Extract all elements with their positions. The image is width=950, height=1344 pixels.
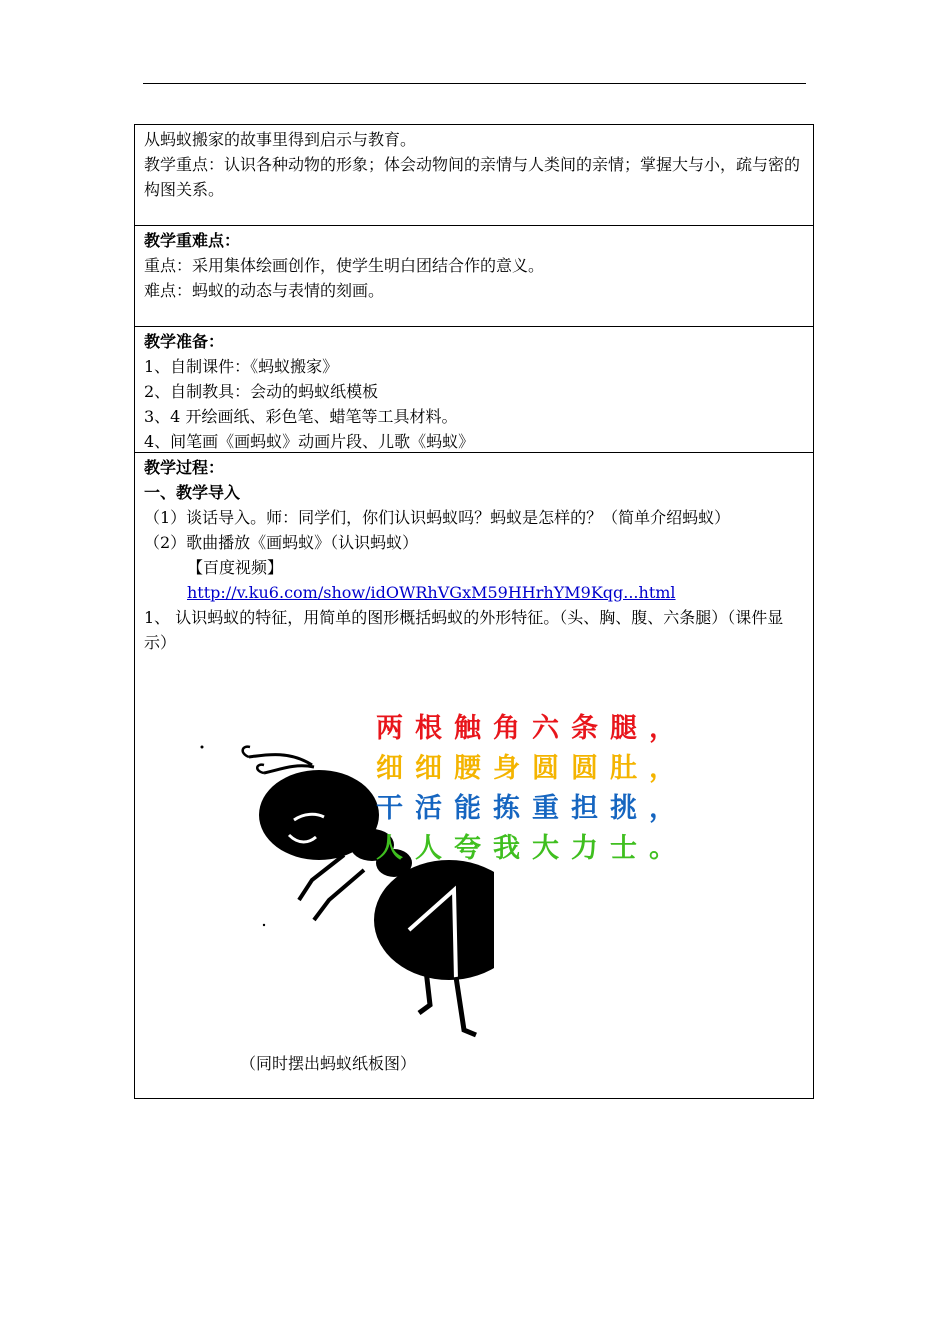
section-heading: 一、教学导入 xyxy=(144,483,241,502)
preparation-item: 3、4 开绘画纸、彩色笔、蜡笔等工具材料。 xyxy=(144,407,458,426)
process-point: 1、 认识蚂蚁的特征，用简单的图形概括蚂蚁的外形特征。（头、胸、腹、六条腿）（课件显示） xyxy=(144,608,784,652)
poem-line: 人人夸我大力士。 xyxy=(376,833,688,864)
lesson-plan-table xyxy=(134,124,814,1099)
process-step: （2）歌曲播放《画蚂蚁》（认识蚂蚁） xyxy=(144,533,419,552)
objectives-line-1: 从蚂蚁搬家的故事里得到启示与教育。 xyxy=(144,130,417,149)
key-points-heading: 教学重难点： xyxy=(144,231,241,250)
poem-line: 干活能拣重担挑， xyxy=(376,793,688,824)
header-rule xyxy=(143,83,806,84)
key-points-cell xyxy=(134,225,814,326)
preparation-item: 2、自制教具：会动的蚂蚁纸模板 xyxy=(144,382,379,401)
preparation-item: 1、自制课件：《蚂蚁搬家》 xyxy=(144,357,339,376)
ant-figure xyxy=(144,655,804,1075)
preparation-cell xyxy=(134,326,814,452)
objectives-line-2: 教学重点：认识各种动物的形象；体会动物间的亲情与人类间的亲情；掌握大与小，疏与密的构图关系。 xyxy=(144,155,801,199)
figure-caption: （同时摆出蚂蚁纸板图） xyxy=(240,1054,417,1073)
process-heading: 教学过程： xyxy=(144,458,225,477)
ant-poem xyxy=(376,709,688,869)
process-step: （1）谈话导入。师：同学们，你们认识蚂蚁吗？蚂蚁是怎样的？（简单介绍蚂蚁） xyxy=(144,508,731,527)
objectives-cell xyxy=(134,124,814,225)
preparation-heading: 教学准备： xyxy=(144,332,225,351)
process-cell xyxy=(134,452,814,1099)
key-points-difficulty: 难点：蚂蚁的动态与表情的刻画。 xyxy=(144,281,385,300)
video-link[interactable]: http://v.ku6.com/show/idOWRhVGxM59HHrhYM9Kqg...html xyxy=(187,583,676,602)
poem-line: 两根触角六条腿， xyxy=(376,713,688,744)
key-points-focus: 重点：采用集体绘画创作，使学生明白团结合作的意义。 xyxy=(144,256,545,275)
preparation-item: 4、间笔画《画蚂蚁》动画片段、儿歌《蚂蚁》 xyxy=(144,432,475,451)
poem-line: 细细腰身圆圆肚， xyxy=(376,753,688,784)
video-label: 【百度视频】 xyxy=(187,558,284,577)
